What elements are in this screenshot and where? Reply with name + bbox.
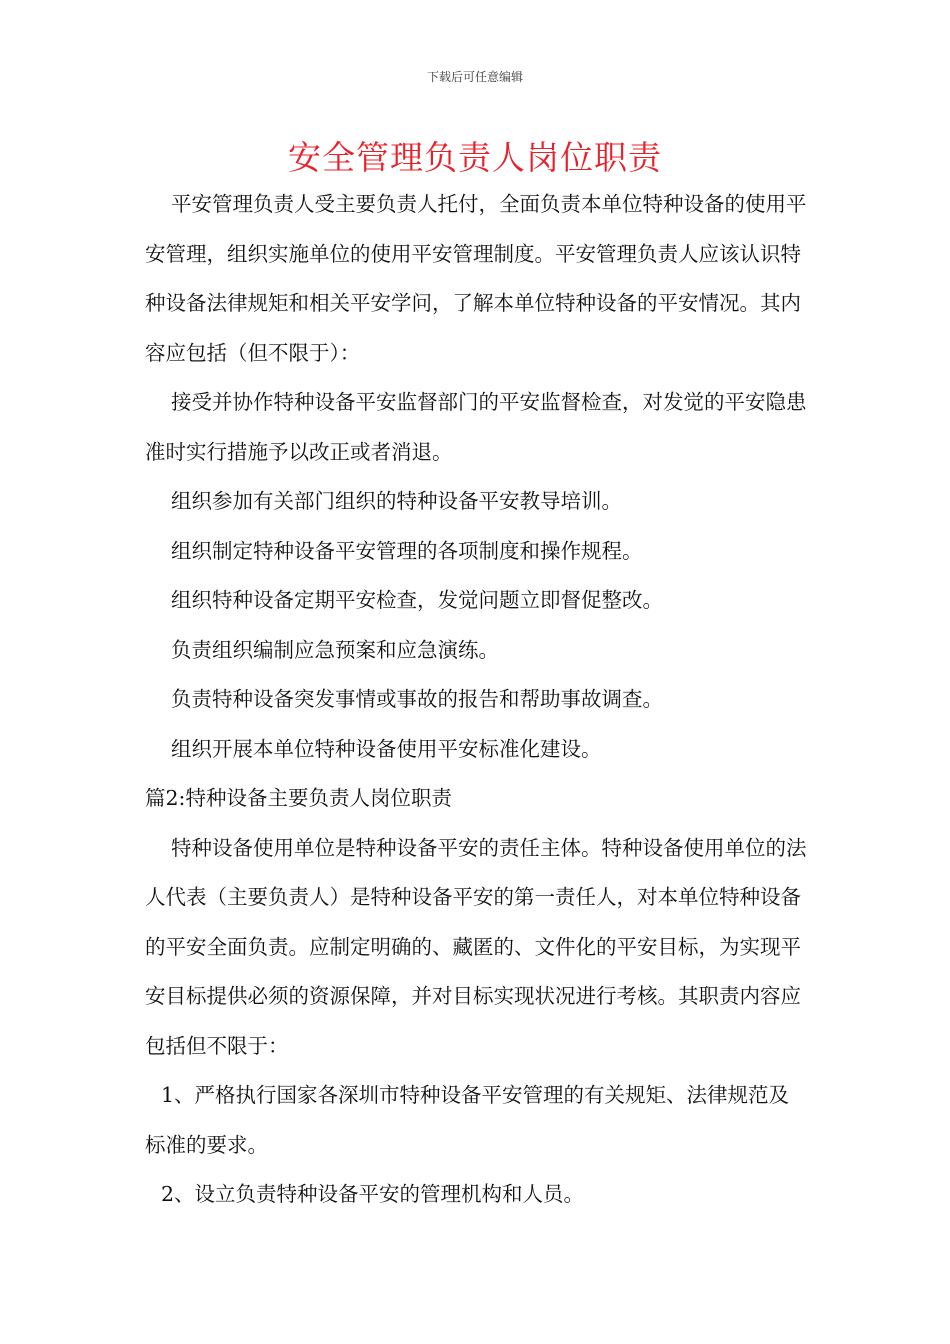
paragraph-item: 负责组织编制应急预案和应急演练。	[171, 637, 499, 662]
section-heading: 篇2:特种设备主要负责人岗位职责	[145, 786, 452, 810]
header-note: 下载后可任意编辑	[426, 70, 523, 84]
paragraph-item: 组织特种设备定期平安检查，发觉问题立即督促整改。	[171, 588, 663, 612]
paragraph-intro: 平安管理负责人受主要负责人托付，全面负责本单位特种设备的使用平安管理，组织实施单位的使用平安管理制度。平安管理负责人应该认识特种设备法律规矩和相关平安学问，了解本单位特种设备的平安情况。其内容应包括（但不限于）：	[145, 192, 807, 365]
document-body	[145, 180, 807, 1220]
paragraph-item: 组织参加有关部门组织的特种设备平安教导培训。	[171, 489, 622, 513]
numbered-item: 1、严格执行国家各深圳市特种设备平安管理的有关规矩、法律规范及标准的要求。	[145, 1083, 790, 1157]
paragraph-item: 接受并协作特种设备平安监督部门的平安监督检查，对发觉的平安隐患准时实行措施予以改正或者消退。	[145, 390, 807, 464]
document-title: 安全管理负责人岗位职责	[288, 138, 662, 177]
paragraph-section2-intro: 特种设备使用单位是特种设备平安的责任主体。特种设备使用单位的法人代表（主要负责人）是特种设备平安的第一责任人，对本单位特种设备的平安全面负责。应制定明确的、藏匿的、文件化的平安目标，为实现平安目标提供必须的资源保障，并对目标实现状况进行考核。其职责内容应包括但不限于：	[145, 835, 807, 1058]
numbered-item: 2、设立负责特种设备平安的管理机构和人员。	[161, 1182, 585, 1206]
paragraph-item: 负责特种设备突发事情或事故的报告和帮助事故调查。	[171, 687, 663, 711]
paragraph-item: 组织制定特种设备平安管理的各项制度和操作规程。	[171, 538, 643, 563]
paragraph-item: 组织开展本单位特种设备使用平安标准化建设。	[171, 736, 602, 761]
